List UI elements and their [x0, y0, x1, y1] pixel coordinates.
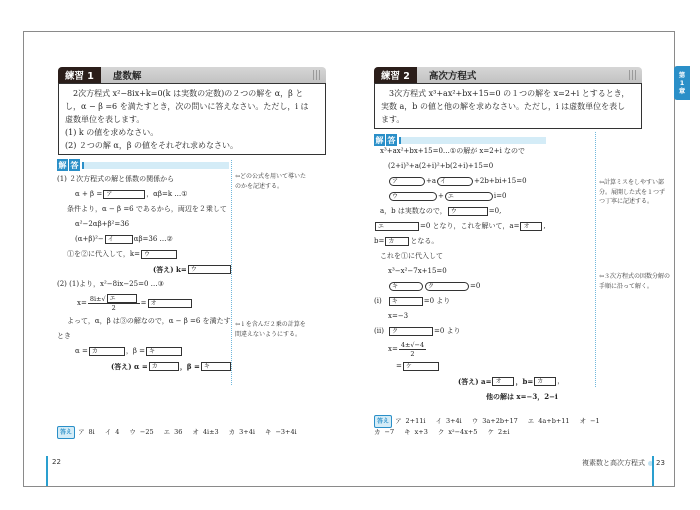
- answer-key-row-2: カ −7 キ x+3 ク x²−4x+5 ケ 2±i: [374, 428, 510, 436]
- blank-ka-answer[interactable]: カ: [149, 362, 179, 371]
- blank-ka-answer[interactable]: カ: [534, 377, 556, 386]
- blank-a[interactable]: ア: [389, 177, 425, 186]
- blank-ki[interactable]: キ: [389, 282, 423, 291]
- answer-bar: [399, 137, 546, 144]
- exercise-tag: 練習 1: [58, 67, 101, 83]
- problem-line: (1) k の値を求めなさい。: [65, 128, 159, 137]
- fraction: $\frac{4\pm√-4}{2}$: [400, 340, 425, 358]
- blank-o[interactable]: オ: [148, 299, 192, 308]
- blank-e-2[interactable]: エ: [375, 222, 419, 231]
- exercise-2-problem: [374, 83, 642, 129]
- margin-note: ⇦ i を含んだ２乗の計算を 間違えないようにする。: [235, 321, 306, 338]
- exercise-2-header: [374, 67, 642, 83]
- answer-header: [57, 159, 229, 171]
- blank-e[interactable]: エ: [445, 192, 493, 201]
- problem-line: 実数 a，b の値と他の解を求めなさい。ただし，i は虚数単位を表し: [381, 102, 626, 111]
- problem-line: 虚数単位を表します。: [65, 115, 145, 124]
- blank-u-answer[interactable]: ウ: [188, 265, 231, 274]
- blank-i[interactable]: イ: [437, 177, 473, 186]
- problem-line: 2次方程式 x²−8ix+k=0(k は実数の定数)の２つの解を α，β と: [73, 89, 304, 98]
- blank-u[interactable]: ウ: [141, 250, 177, 259]
- problem-line: 3次方程式 x³+ax²+bx+15=0 の１つの解を x=2+i とするとき，: [389, 89, 630, 98]
- blank-ku[interactable]: ク: [425, 282, 469, 291]
- margin-divider: [595, 132, 596, 387]
- margin-note: ⇦どの公式を用いて導いた のかを記述する。: [235, 173, 307, 190]
- blank-ki-2[interactable]: キ: [389, 297, 423, 306]
- answer-key: 答え ア 8i イ 4 ウ −25 エ 36 オ 4i±3 カ 3+4i キ −3+4i: [57, 426, 307, 439]
- folio-bar: [46, 456, 48, 486]
- blank-u-2[interactable]: ウ: [448, 207, 488, 216]
- solution-2: x³+ax²+bx+15=0…①の解が x=2+i なので (2+i)³+a(2+i)²+b(2+i)+15=0 ア +a イ +2b+bi+15=0 ウ + エ i=0 a，b は実数なので， ウ =0, エ =0 となり，これを解いて，a= オ , b= カ となる。 これを①に代入して x³−x²−7x+15=0 キ ク =0 (i) キ =0 より x=−3 (ii) ク =0 より x= $\frac{4\pm√-4}{2}$ = ケ (答え) a= オ ，b= カ ， 他の解は x=−3，2−i: [374, 147, 565, 401]
- solution-1: (1) ２次方程式の解と係数の関係から α + β = ア ，αβ=k …① 条件より，α − β =6 であるから，両辺を２乗して α²−2αβ+β²=36 (α+β)²− イ αβ=36 …② ①を②に代入して，k= ウ (答え) k= ウ (2) (1)より，x²−8ix−25=0 …③ x= 8i±√ エ 2 = オ よって，α，β は③の解なので，α − β =6 を満たす とき α = カ ，β = キ (答え) α = カ ，β = キ: [57, 175, 231, 371]
- exercise-title: 虚数解: [112, 71, 142, 82]
- exercise-1-problem: [58, 83, 326, 155]
- blank-ki-answer[interactable]: キ: [201, 362, 231, 371]
- answer-key-badge: 答え: [374, 415, 392, 428]
- margin-note: ⇦計算ミスをしやすい部 分。展開した式を１つず つ丁寧に記述する。: [599, 179, 666, 205]
- answer-bar: [82, 162, 229, 169]
- running-title: 複素数と高次方程式: [582, 459, 645, 467]
- exercise-title: 高次方程式: [428, 71, 477, 82]
- blank-ki[interactable]: キ: [146, 347, 182, 356]
- right-page: [350, 32, 686, 486]
- left-page: [24, 32, 350, 486]
- problem-line: ます。: [381, 115, 405, 124]
- blank-ka[interactable]: カ: [385, 237, 409, 246]
- answer-badge: 解 答: [58, 160, 79, 170]
- page-number: 23: [656, 459, 665, 467]
- folio-bar: [652, 456, 654, 486]
- exercise-tag: 練習 2: [374, 67, 417, 83]
- blank-a[interactable]: ア: [103, 190, 145, 199]
- grip-icon: [629, 70, 638, 80]
- exercise-1-header: [58, 67, 326, 83]
- answer-key-badge: 答え: [57, 426, 75, 439]
- blank-ke[interactable]: ケ: [403, 362, 439, 371]
- answer-key-row-1: 答え ア 2+11i イ 3+4i ウ 3a+2b+17 エ 4a+b+11 オ −1: [374, 415, 610, 428]
- problem-line: し，α − β =6 を満たすとき，次の問いに答えなさい。ただし，i は: [65, 102, 309, 111]
- blank-ku-2[interactable]: ク: [389, 327, 433, 336]
- blank-o[interactable]: オ: [520, 222, 542, 231]
- chapter-tab[interactable]: 第 1 章: [674, 66, 690, 100]
- margin-note: ⇦３次方程式の因数分解の 手順に沿って解く。: [599, 273, 671, 290]
- blank-u[interactable]: ウ: [389, 192, 437, 201]
- blank-e[interactable]: エ: [107, 294, 137, 303]
- problem-line: (2) ２つの解 α，β の値をそれぞれ求めなさい。: [65, 141, 238, 150]
- blank-ka[interactable]: カ: [89, 347, 125, 356]
- book-spread: [23, 31, 686, 487]
- grip-icon: [313, 70, 322, 80]
- fraction: 8i±√ エ 2: [88, 294, 140, 312]
- blank-i[interactable]: イ: [105, 235, 133, 244]
- answer-badge: 解 答: [375, 135, 396, 145]
- page-number: 22: [52, 458, 61, 466]
- blank-o-answer[interactable]: オ: [492, 377, 514, 386]
